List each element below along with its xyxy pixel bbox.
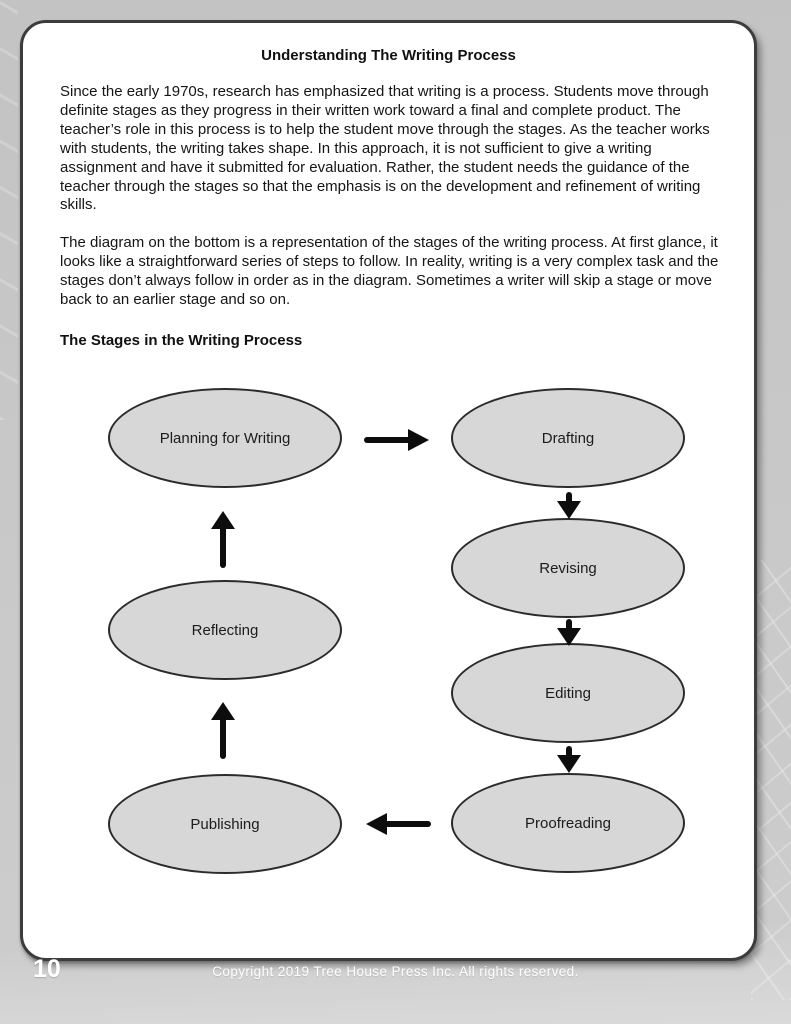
document-page (20, 20, 757, 961)
stage-label: Proofreading (525, 814, 611, 832)
section-heading: The Stages in the Writing Process (60, 331, 303, 349)
writing-process-diagram (23, 23, 754, 958)
stage-label: Planning for Writing (159, 429, 291, 447)
page-number: 10 (33, 955, 61, 983)
page-title: Understanding The Writing Process (261, 47, 516, 64)
arrow-up-icon (209, 702, 237, 759)
intro-paragraph: Since the early 1970s, research has emphasized that writing is a process. Students move through definite stages as they progress in their written work toward a final and complete product. The teacher’s role in this process is to help the student move through the stages. As the teacher works with students, the writing takes shape. In this approach, it is not sufficient to give a writing assignment and have it submitted for evaluation. Rather, the student needs the guidance of the teacher through the stages so that the emphasis is on the development and refinement of writing skills. (60, 83, 710, 214)
stage-label: Reflecting (191, 621, 259, 639)
copyright-text: Copyright 2019 Tree House Press Inc. All rights reserved. (212, 964, 579, 979)
arrow-down-icon (556, 492, 582, 519)
stage-label: Publishing (190, 815, 260, 833)
arrow-down-icon (556, 746, 582, 773)
stage-label: Drafting (541, 429, 595, 447)
arrow-left-icon (366, 810, 432, 838)
arrow-right-icon (363, 426, 429, 454)
stage-ellipse-editing (451, 643, 685, 743)
diagram-description-paragraph: The diagram on the bottom is a representation of the stages of the writing process. At first glance, it looks like a straightforward series of steps to follow. In reality, writing is a very complex task and the stages don’t always follow in order as in the diagram. Sometimes a writer will skip a stage or move back to an earlier stage and so on. (60, 234, 719, 309)
stage-label: Editing (545, 684, 591, 702)
stage-ellipse-drafting (451, 388, 685, 488)
background-wireframe-texture (751, 560, 791, 1000)
stage-ellipse-planning (108, 388, 342, 488)
stage-label: Revising (539, 559, 597, 577)
stage-ellipse-proofreading (451, 773, 685, 873)
arrow-up-icon (209, 511, 237, 568)
arrow-down-icon (556, 619, 582, 646)
background-streak-texture (0, 0, 18, 420)
stage-ellipse-publishing (108, 774, 342, 874)
stage-ellipse-reflecting (108, 580, 342, 680)
stage-ellipse-revising (451, 518, 685, 618)
